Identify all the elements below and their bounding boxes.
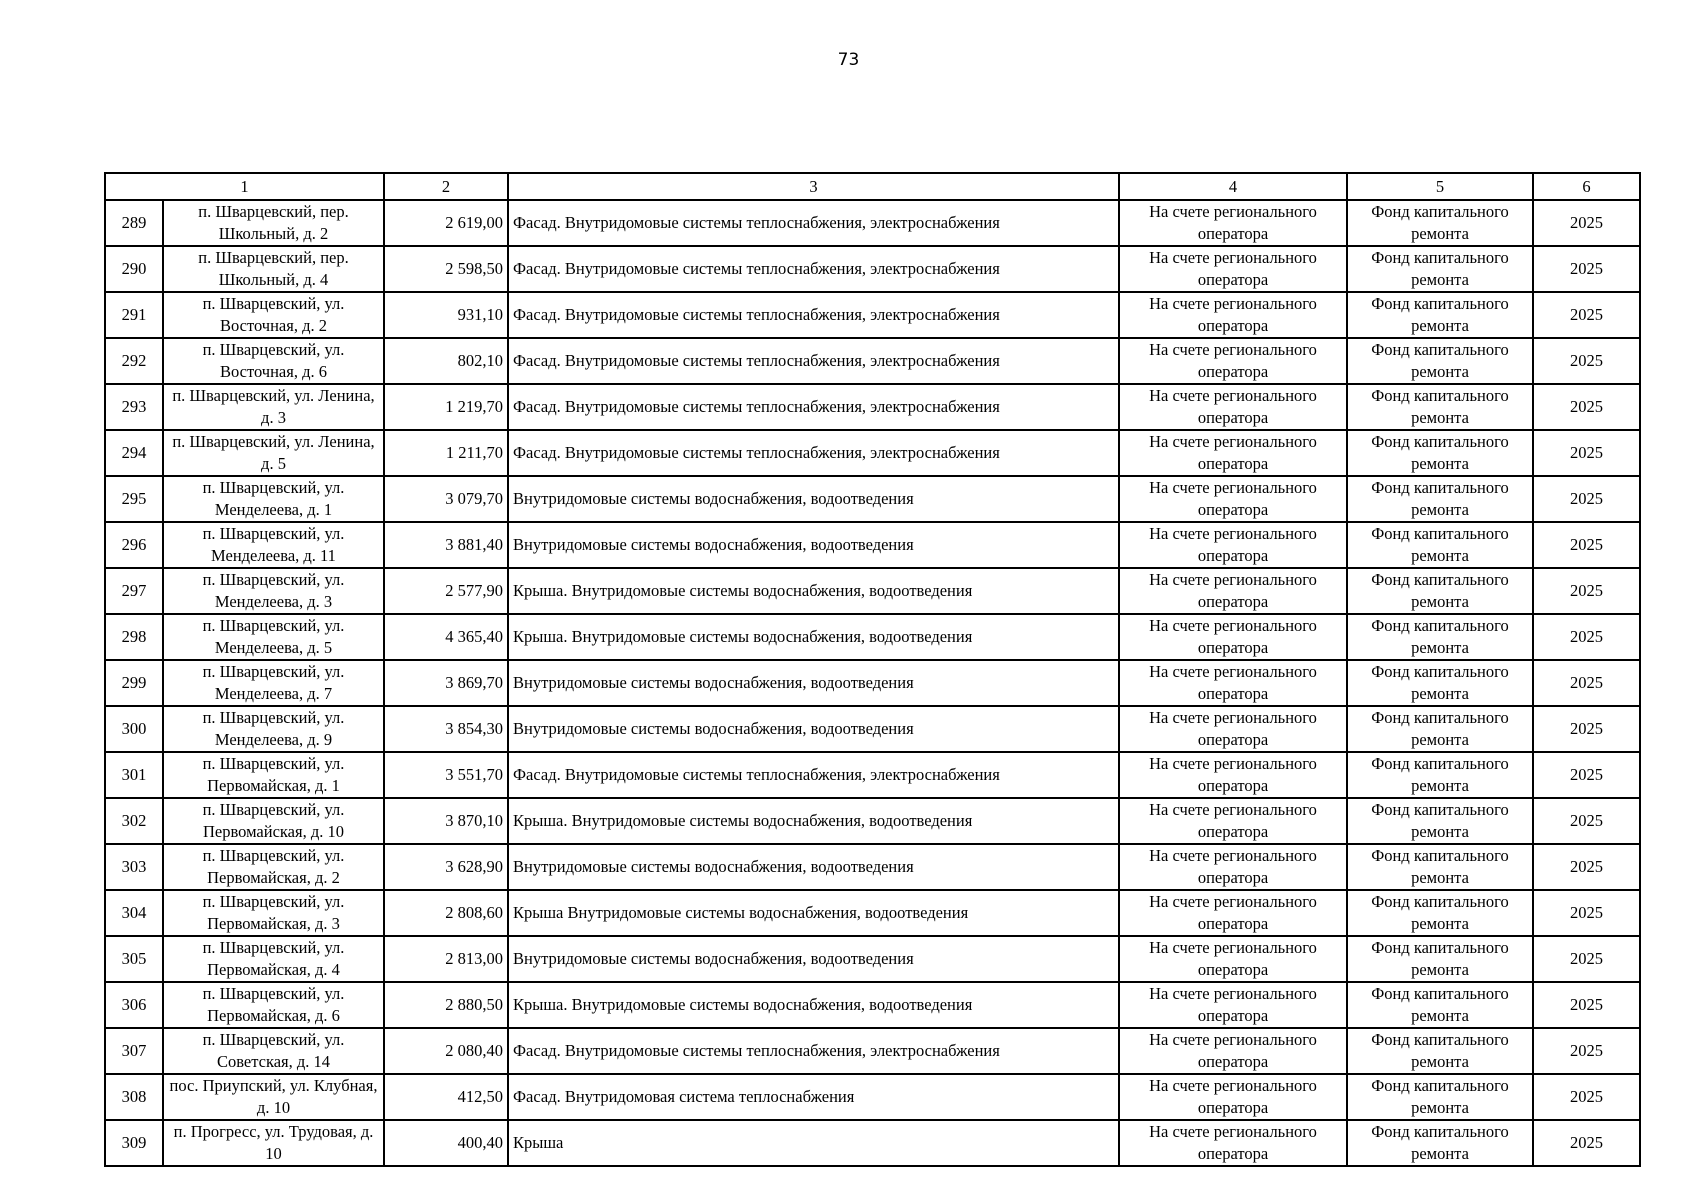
row-number-cell: 290 bbox=[105, 246, 163, 292]
year-cell: 2025 bbox=[1533, 568, 1640, 614]
area-cell: 400,40 bbox=[384, 1120, 508, 1166]
area-cell: 4 365,40 bbox=[384, 614, 508, 660]
table-row bbox=[105, 476, 1640, 522]
row-number-cell: 300 bbox=[105, 706, 163, 752]
year-cell: 2025 bbox=[1533, 614, 1640, 660]
row-number-cell: 309 bbox=[105, 1120, 163, 1166]
address-cell: п. Шварцевский, ул. Менделеева, д. 7 bbox=[163, 660, 384, 706]
year-cell: 2025 bbox=[1533, 890, 1640, 936]
works-cell: Внутридомовые системы водоснабжения, водоотведения bbox=[508, 660, 1119, 706]
area-cell: 1 211,70 bbox=[384, 430, 508, 476]
works-cell: Внутридомовые системы водоснабжения, водоотведения bbox=[508, 936, 1119, 982]
works-cell: Фасад. Внутридомовые системы теплоснабжения, электроснабжения bbox=[508, 338, 1119, 384]
funding-source-cell: Фонд капитального ремонта bbox=[1347, 522, 1533, 568]
funding-source-cell: Фонд капитального ремонта bbox=[1347, 982, 1533, 1028]
account-cell: На счете регионального оператора bbox=[1119, 292, 1347, 338]
funding-source-cell: Фонд капитального ремонта bbox=[1347, 1028, 1533, 1074]
year-cell: 2025 bbox=[1533, 706, 1640, 752]
funding-source-cell: Фонд капитального ремонта bbox=[1347, 338, 1533, 384]
address-cell: п. Шварцевский, ул. Первомайская, д. 3 bbox=[163, 890, 384, 936]
row-number-cell: 303 bbox=[105, 844, 163, 890]
year-cell: 2025 bbox=[1533, 292, 1640, 338]
works-cell: Крыша. Внутридомовые системы водоснабжения, водоотведения bbox=[508, 568, 1119, 614]
address-cell: п. Шварцевский, ул. Первомайская, д. 6 bbox=[163, 982, 384, 1028]
table-row bbox=[105, 982, 1640, 1028]
page-number: 73 bbox=[837, 50, 860, 70]
year-cell: 2025 bbox=[1533, 1074, 1640, 1120]
funding-source-cell: Фонд капитального ремонта bbox=[1347, 246, 1533, 292]
works-cell: Фасад. Внутридомовые системы теплоснабжения, электроснабжения bbox=[508, 292, 1119, 338]
address-cell: п. Прогресс, ул. Трудовая, д. 10 bbox=[163, 1120, 384, 1166]
address-cell: п. Шварцевский, ул. Восточная, д. 2 bbox=[163, 292, 384, 338]
address-cell: п. Шварцевский, ул. Советская, д. 14 bbox=[163, 1028, 384, 1074]
table-row bbox=[105, 660, 1640, 706]
area-cell: 3 881,40 bbox=[384, 522, 508, 568]
funding-source-cell: Фонд капитального ремонта bbox=[1347, 430, 1533, 476]
works-cell: Внутридомовые системы водоснабжения, водоотведения bbox=[508, 706, 1119, 752]
area-cell: 2 880,50 bbox=[384, 982, 508, 1028]
table-row bbox=[105, 200, 1640, 246]
account-cell: На счете регионального оператора bbox=[1119, 660, 1347, 706]
year-cell: 2025 bbox=[1533, 246, 1640, 292]
area-cell: 802,10 bbox=[384, 338, 508, 384]
year-cell: 2025 bbox=[1533, 982, 1640, 1028]
account-cell: На счете регионального оператора bbox=[1119, 752, 1347, 798]
area-cell: 3 870,10 bbox=[384, 798, 508, 844]
address-cell: п. Шварцевский, ул. Менделеева, д. 5 bbox=[163, 614, 384, 660]
row-number-cell: 289 bbox=[105, 200, 163, 246]
repair-schedule-table bbox=[104, 172, 1641, 1167]
address-cell: п. Шварцевский, ул. Менделеева, д. 11 bbox=[163, 522, 384, 568]
row-number-cell: 292 bbox=[105, 338, 163, 384]
works-cell: Фасад. Внутридомовые системы теплоснабжения, электроснабжения bbox=[508, 384, 1119, 430]
address-cell: п. Шварцевский, ул. Первомайская, д. 2 bbox=[163, 844, 384, 890]
year-cell: 2025 bbox=[1533, 476, 1640, 522]
row-number-cell: 291 bbox=[105, 292, 163, 338]
table-row bbox=[105, 890, 1640, 936]
funding-source-cell: Фонд капитального ремонта bbox=[1347, 1074, 1533, 1120]
area-cell: 3 628,90 bbox=[384, 844, 508, 890]
row-number-cell: 305 bbox=[105, 936, 163, 982]
column-header: 3 bbox=[508, 173, 1119, 200]
year-cell: 2025 bbox=[1533, 384, 1640, 430]
area-cell: 2 813,00 bbox=[384, 936, 508, 982]
funding-source-cell: Фонд капитального ремонта bbox=[1347, 844, 1533, 890]
funding-source-cell: Фонд капитального ремонта bbox=[1347, 752, 1533, 798]
address-cell: п. Шварцевский, пер. Школьный, д. 4 bbox=[163, 246, 384, 292]
account-cell: На счете регионального оператора bbox=[1119, 706, 1347, 752]
area-cell: 2 808,60 bbox=[384, 890, 508, 936]
row-number-cell: 295 bbox=[105, 476, 163, 522]
table-row bbox=[105, 568, 1640, 614]
table-row bbox=[105, 1074, 1640, 1120]
funding-source-cell: Фонд капитального ремонта bbox=[1347, 476, 1533, 522]
works-cell: Фасад. Внутридомовая система теплоснабжения bbox=[508, 1074, 1119, 1120]
address-cell: п. Шварцевский, ул. Ленина, д. 3 bbox=[163, 384, 384, 430]
table-row bbox=[105, 844, 1640, 890]
row-number-cell: 308 bbox=[105, 1074, 163, 1120]
area-cell: 2 577,90 bbox=[384, 568, 508, 614]
row-number-cell: 296 bbox=[105, 522, 163, 568]
column-header: 6 bbox=[1533, 173, 1640, 200]
account-cell: На счете регионального оператора bbox=[1119, 430, 1347, 476]
account-cell: На счете регионального оператора bbox=[1119, 1120, 1347, 1166]
year-cell: 2025 bbox=[1533, 798, 1640, 844]
account-cell: На счете регионального оператора bbox=[1119, 200, 1347, 246]
table-row bbox=[105, 246, 1640, 292]
row-number-cell: 306 bbox=[105, 982, 163, 1028]
account-cell: На счете регионального оператора bbox=[1119, 522, 1347, 568]
column-header: 4 bbox=[1119, 173, 1347, 200]
area-cell: 3 079,70 bbox=[384, 476, 508, 522]
area-cell: 2 598,50 bbox=[384, 246, 508, 292]
works-cell: Внутридомовые системы водоснабжения, водоотведения bbox=[508, 844, 1119, 890]
funding-source-cell: Фонд капитального ремонта bbox=[1347, 890, 1533, 936]
account-cell: На счете регионального оператора bbox=[1119, 890, 1347, 936]
address-cell: п. Шварцевский, ул. Менделеева, д. 1 bbox=[163, 476, 384, 522]
address-cell: п. Шварцевский, пер. Школьный, д. 2 bbox=[163, 200, 384, 246]
area-cell: 931,10 bbox=[384, 292, 508, 338]
column-header: 5 bbox=[1347, 173, 1533, 200]
table-row bbox=[105, 1028, 1640, 1074]
row-number-cell: 307 bbox=[105, 1028, 163, 1074]
account-cell: На счете регионального оператора bbox=[1119, 798, 1347, 844]
funding-source-cell: Фонд капитального ремонта bbox=[1347, 614, 1533, 660]
table-row bbox=[105, 798, 1640, 844]
works-cell: Фасад. Внутридомовые системы теплоснабжения, электроснабжения bbox=[508, 430, 1119, 476]
table-body bbox=[105, 200, 1640, 1166]
table-row bbox=[105, 614, 1640, 660]
funding-source-cell: Фонд капитального ремонта bbox=[1347, 568, 1533, 614]
account-cell: На счете регионального оператора bbox=[1119, 1074, 1347, 1120]
account-cell: На счете регионального оператора bbox=[1119, 384, 1347, 430]
year-cell: 2025 bbox=[1533, 752, 1640, 798]
works-cell: Внутридомовые системы водоснабжения, водоотведения bbox=[508, 476, 1119, 522]
funding-source-cell: Фонд капитального ремонта bbox=[1347, 660, 1533, 706]
funding-source-cell: Фонд капитального ремонта bbox=[1347, 292, 1533, 338]
address-cell: п. Шварцевский, ул. Первомайская, д. 1 bbox=[163, 752, 384, 798]
works-cell: Внутридомовые системы водоснабжения, водоотведения bbox=[508, 522, 1119, 568]
account-cell: На счете регионального оператора bbox=[1119, 246, 1347, 292]
account-cell: На счете регионального оператора bbox=[1119, 338, 1347, 384]
table-row bbox=[105, 1120, 1640, 1166]
year-cell: 2025 bbox=[1533, 844, 1640, 890]
account-cell: На счете регионального оператора bbox=[1119, 936, 1347, 982]
address-cell: п. Шварцевский, ул. Ленина, д. 5 bbox=[163, 430, 384, 476]
row-number-cell: 302 bbox=[105, 798, 163, 844]
address-cell: пос. Приупский, ул. Клубная, д. 10 bbox=[163, 1074, 384, 1120]
column-header: 1 bbox=[105, 173, 384, 200]
account-cell: На счете регионального оператора bbox=[1119, 1028, 1347, 1074]
table-row bbox=[105, 338, 1640, 384]
works-cell: Фасад. Внутридомовые системы теплоснабжения, электроснабжения bbox=[508, 1028, 1119, 1074]
row-number-cell: 299 bbox=[105, 660, 163, 706]
address-cell: п. Шварцевский, ул. Первомайская, д. 4 bbox=[163, 936, 384, 982]
account-cell: На счете регионального оператора bbox=[1119, 568, 1347, 614]
area-cell: 2 080,40 bbox=[384, 1028, 508, 1074]
table-row bbox=[105, 292, 1640, 338]
works-cell: Крыша. Внутридомовые системы водоснабжения, водоотведения bbox=[508, 614, 1119, 660]
row-number-cell: 304 bbox=[105, 890, 163, 936]
column-header: 2 bbox=[384, 173, 508, 200]
address-cell: п. Шварцевский, ул. Первомайская, д. 10 bbox=[163, 798, 384, 844]
works-cell: Фасад. Внутридомовые системы теплоснабжения, электроснабжения bbox=[508, 752, 1119, 798]
account-cell: На счете регионального оператора bbox=[1119, 982, 1347, 1028]
area-cell: 1 219,70 bbox=[384, 384, 508, 430]
area-cell: 3 854,30 bbox=[384, 706, 508, 752]
funding-source-cell: Фонд капитального ремонта bbox=[1347, 1120, 1533, 1166]
row-number-cell: 301 bbox=[105, 752, 163, 798]
funding-source-cell: Фонд капитального ремонта bbox=[1347, 936, 1533, 982]
row-number-cell: 294 bbox=[105, 430, 163, 476]
row-number-cell: 298 bbox=[105, 614, 163, 660]
table-row bbox=[105, 706, 1640, 752]
table-row bbox=[105, 522, 1640, 568]
address-cell: п. Шварцевский, ул. Менделеева, д. 3 bbox=[163, 568, 384, 614]
works-cell: Крыша Внутридомовые системы водоснабжения, водоотведения bbox=[508, 890, 1119, 936]
table-row bbox=[105, 752, 1640, 798]
area-cell: 3 551,70 bbox=[384, 752, 508, 798]
area-cell: 2 619,00 bbox=[384, 200, 508, 246]
area-cell: 412,50 bbox=[384, 1074, 508, 1120]
funding-source-cell: Фонд капитального ремонта bbox=[1347, 798, 1533, 844]
works-cell: Крыша bbox=[508, 1120, 1119, 1166]
funding-source-cell: Фонд капитального ремонта bbox=[1347, 706, 1533, 752]
works-cell: Фасад. Внутридомовые системы теплоснабжения, электроснабжения bbox=[508, 200, 1119, 246]
table-header-row bbox=[105, 173, 1640, 200]
works-cell: Фасад. Внутридомовые системы теплоснабжения, электроснабжения bbox=[508, 246, 1119, 292]
table-row bbox=[105, 384, 1640, 430]
table-row bbox=[105, 936, 1640, 982]
year-cell: 2025 bbox=[1533, 660, 1640, 706]
year-cell: 2025 bbox=[1533, 338, 1640, 384]
year-cell: 2025 bbox=[1533, 200, 1640, 246]
year-cell: 2025 bbox=[1533, 936, 1640, 982]
funding-source-cell: Фонд капитального ремонта bbox=[1347, 384, 1533, 430]
year-cell: 2025 bbox=[1533, 1028, 1640, 1074]
account-cell: На счете регионального оператора bbox=[1119, 614, 1347, 660]
funding-source-cell: Фонд капитального ремонта bbox=[1347, 200, 1533, 246]
year-cell: 2025 bbox=[1533, 522, 1640, 568]
year-cell: 2025 bbox=[1533, 430, 1640, 476]
row-number-cell: 293 bbox=[105, 384, 163, 430]
account-cell: На счете регионального оператора bbox=[1119, 844, 1347, 890]
account-cell: На счете регионального оператора bbox=[1119, 476, 1347, 522]
row-number-cell: 297 bbox=[105, 568, 163, 614]
address-cell: п. Шварцевский, ул. Менделеева, д. 9 bbox=[163, 706, 384, 752]
year-cell: 2025 bbox=[1533, 1120, 1640, 1166]
works-cell: Крыша. Внутридомовые системы водоснабжения, водоотведения bbox=[508, 798, 1119, 844]
area-cell: 3 869,70 bbox=[384, 660, 508, 706]
table-row bbox=[105, 430, 1640, 476]
works-cell: Крыша. Внутридомовые системы водоснабжения, водоотведения bbox=[508, 982, 1119, 1028]
address-cell: п. Шварцевский, ул. Восточная, д. 6 bbox=[163, 338, 384, 384]
